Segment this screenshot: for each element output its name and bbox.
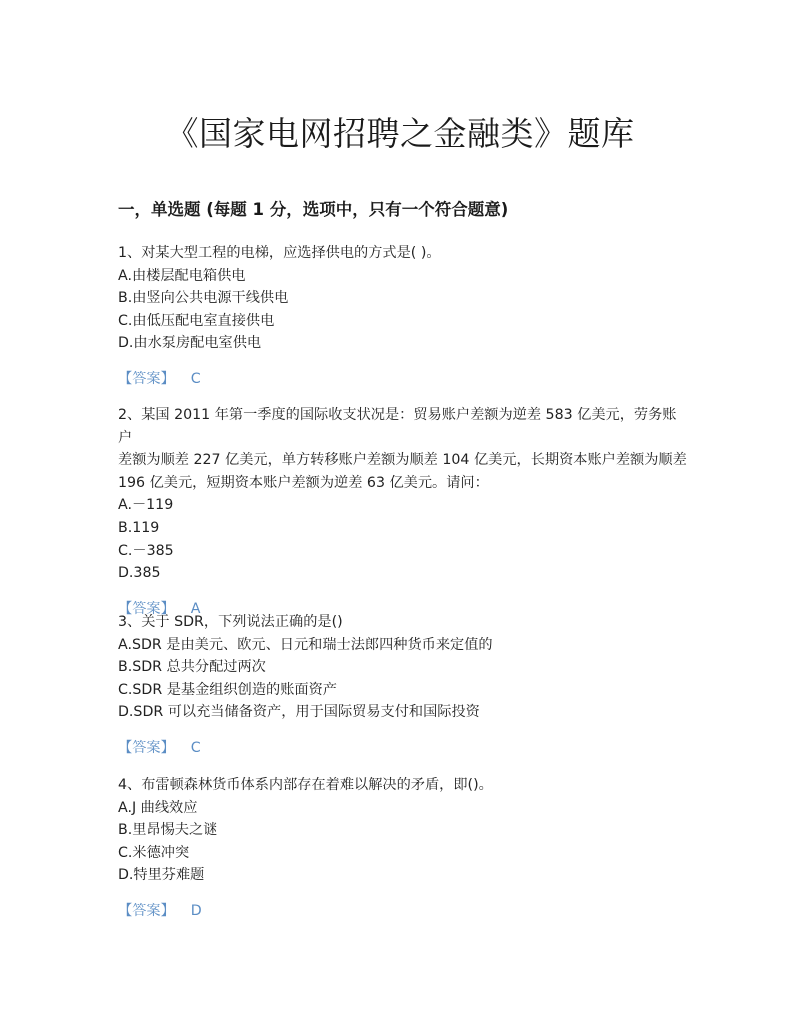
option-c: C.米德冲突	[118, 844, 190, 861]
question-stem: 3、关于 SDR，下列说法正确的是()	[118, 614, 343, 630]
question-1	[118, 242, 688, 391]
option-a: A.由楼层配电箱供电	[118, 267, 246, 284]
answer-label: 【答案】	[118, 601, 175, 618]
answer-label: 【答案】	[118, 371, 175, 388]
answer-value: A	[190, 601, 201, 618]
question-3	[118, 611, 688, 760]
question-stem: 差额为顺差 227 亿美元，单方转移账户差额为顺差 104 亿美元，长期资本账户差额为顺差	[118, 452, 687, 469]
answer-line	[118, 900, 688, 923]
answer-line	[118, 737, 688, 760]
answer-value: D	[190, 903, 202, 920]
option-a: A.SDR 是由美元、欧元、日元和瑞士法郎四种货币来定值的	[118, 636, 493, 653]
option-a: A.J 曲线效应	[118, 799, 198, 816]
answer-value: C	[190, 740, 201, 757]
question-2	[118, 404, 688, 621]
option-c: C.－385	[118, 542, 174, 559]
question-stem: 1、对某大型工程的电梯，应选择供电的方式是( )。	[118, 245, 441, 261]
option-d: D.特里芬难题	[118, 867, 205, 884]
option-d: D.由水泵房配电室供电	[118, 335, 262, 352]
option-b: B.119	[118, 519, 160, 536]
option-d: D.SDR 可以充当储备资产，用于国际贸易支付和国际投资	[118, 704, 480, 721]
option-d: D.385	[118, 565, 161, 582]
answer-label: 【答案】	[118, 903, 175, 920]
option-c: C.SDR 是基金组织创造的账面资产	[118, 681, 337, 698]
option-b: B.SDR 总共分配过两次	[118, 659, 266, 676]
question-4	[118, 774, 688, 923]
section-heading: 一，单选题 (每题 1 分，选项中，只有一个符合题意)	[118, 200, 509, 219]
option-a: A.－119	[118, 497, 174, 514]
question-stem: 196 亿美元，短期资本账户差额为逆差 63 亿美元。请问：	[118, 474, 489, 491]
answer-line	[118, 368, 688, 391]
option-b: B.里昂惕夫之谜	[118, 822, 218, 839]
answer-value: C	[190, 371, 201, 388]
option-c: C.由低压配电室直接供电	[118, 312, 275, 329]
page-title: 《国家电网招聘之金融类》题库	[165, 114, 635, 153]
answer-label: 【答案】	[118, 740, 175, 757]
option-b: B.由竖向公共电源干线供电	[118, 290, 289, 307]
question-stem: 4、布雷顿森林货币体系内部存在着难以解决的矛盾，即()。	[118, 777, 493, 793]
question-stem: 2、某国 2011 年第一季度的国际收支状况是：贸易账户差额为逆差 583 亿美元，劳务账户	[118, 407, 677, 446]
